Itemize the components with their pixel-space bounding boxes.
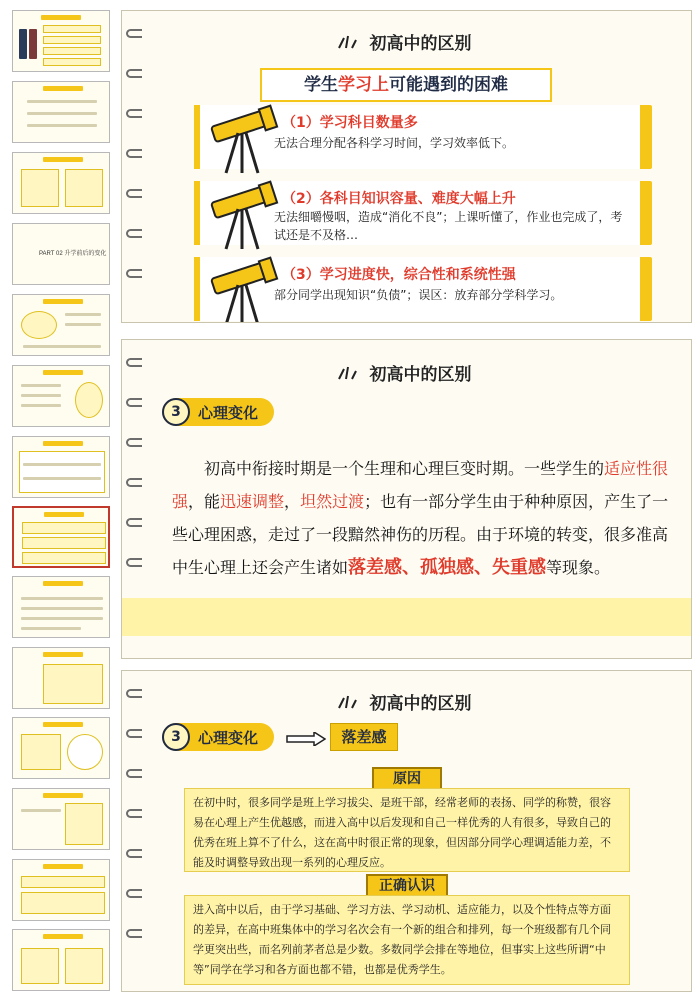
telescope-icon (202, 175, 284, 253)
difficulty-desc: 部分同学出现知识“负债”；误区：放弃部分学科学习。 (274, 288, 563, 302)
slide-thumbnail-active[interactable] (12, 506, 110, 568)
binder-rings (126, 11, 142, 322)
slide-thumbnail-panel (0, 0, 116, 1000)
reason-body: 在初中时，很多同学是班上学习拔尖、是班干部，经常老师的表扬、同学的称赞，很容易在心理上产生优越感，而进入高中以后发现和自己一样优秀的人有很多，导致自己的优秀在班上算不了什么，这在高中时很正常的现象，但因部分同学心理调适能力差，不能及时调整导致出现一系列的心理反应。 (184, 788, 630, 872)
slide-thumbnail[interactable] (12, 859, 110, 921)
slide-thumbnail[interactable] (12, 436, 110, 498)
slide-title: 初高中的区别 (122, 29, 691, 54)
difficulty-title: （3）学习进度快，综合性和系统性强 (282, 267, 516, 283)
difficulty-title: （2）各科目知识容量、难度大幅上升 (282, 191, 516, 207)
slide-thumbnail[interactable] (12, 717, 110, 779)
psychology-paragraph: 初高中衔接时期是一个生理和心理巨变时期。一些学生的适应性很强，能迅速调整，坦然过渡；也有一部分学生由于种种原因，产生了一些心理困惑，走过了一段黯然神伤的历程。由于环境的转变，很多准高中生心理上还会产生诸如落差感、孤独感、失重感等现象。 (172, 459, 669, 578)
slide-thumbnail[interactable] (12, 788, 110, 850)
difficulty-desc: 无法合理分配各科学习时间，学习效率低下。 (274, 136, 515, 150)
difficulty-item (194, 257, 652, 321)
binder-rings (126, 671, 142, 991)
section-badge: 3 心理变化 (162, 723, 274, 751)
telescope-icon (202, 251, 284, 323)
sparkle-icon (336, 694, 358, 712)
highlight-strip (122, 598, 691, 636)
telescope-icon (202, 99, 284, 177)
slide-thumbnail[interactable] (12, 81, 110, 143)
slide-title: 初高中的区别 (122, 360, 691, 385)
slide-thumbnail[interactable] (12, 929, 110, 991)
slide-psychological-change[interactable] (121, 339, 692, 659)
slide-study-difficulties[interactable] (121, 10, 692, 323)
slide-sense-of-gap[interactable] (121, 670, 692, 992)
difficulty-item (194, 105, 652, 169)
sparkle-icon (336, 365, 358, 383)
sparkle-icon (336, 34, 358, 52)
correct-view-body: 进入高中以后，由于学习基础、学习方法、学习动机、适应能力，以及个性特点等方面的差异，在高中班集体中的学习名次会有一个新的组合和排列，每一个班级都有几个同学更突出些，而名列前茅者总是少数。多数同学会排在等地位，但事实上这些所谓“中等”同学在学习和各方面也都不错，也都是优秀学生。 (184, 895, 630, 985)
thumb-title-bar (41, 15, 81, 20)
thumb-part-label: PART 02 升学前后的变化 (39, 251, 107, 257)
correct-view-heading: 正确认识 (366, 874, 448, 898)
difficulty-title: （1）学习科目数量多 (282, 115, 418, 131)
section-badge: 3 心理变化 (162, 398, 274, 426)
slide-thumbnail[interactable] (12, 223, 110, 285)
difficulty-banner: 学生学习上可能遇到的困难 (260, 68, 552, 102)
slide-thumbnail[interactable] (12, 647, 110, 709)
difficulty-item (194, 181, 652, 245)
right-arrow-icon (286, 732, 326, 746)
slide-thumbnail[interactable] (12, 365, 110, 427)
slide-thumbnail[interactable] (12, 10, 110, 72)
slide-thumbnail[interactable] (12, 294, 110, 356)
reason-heading: 原因 (372, 767, 442, 791)
difficulty-desc: 无法细嚼慢咽，造成“消化不良”；上课听懂了，作业也完成了，考试还是不及格… (274, 210, 623, 242)
result-label: 落差感 (330, 723, 398, 751)
slide-title: 初高中的区别 (122, 689, 691, 714)
slide-thumbnail[interactable] (12, 152, 110, 214)
slide-thumbnail[interactable] (12, 576, 110, 638)
